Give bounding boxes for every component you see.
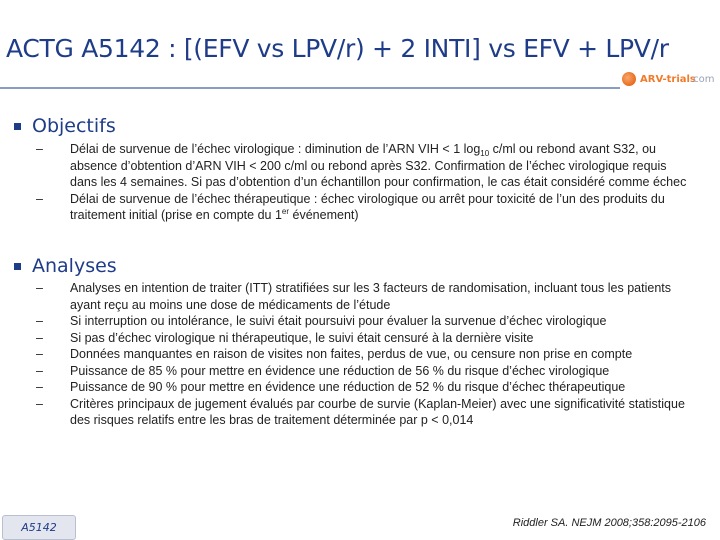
objectifs-list	[34, 141, 694, 224]
dash-bullet: –	[36, 191, 43, 206]
section-heading-objectifs	[14, 115, 116, 137]
list-item-text: Critères principaux de jugement évalués par courbe de survie (Kaplan-Meier) avec une significativité statistique des risques relatifs entre les bras de traitement déterminée par p < 0,014	[70, 396, 685, 427]
list-item	[34, 141, 694, 191]
logo-domain: .com	[690, 74, 715, 85]
dash-bullet: –	[36, 347, 43, 361]
list-item-text: Puissance de 90 % pour mettre en évidence une réduction de 52 % du risque d’échec thérapeutique	[70, 380, 626, 394]
list-item-text: Délai de survenue de l’échec virologique : diminution de l’ARN VIH < 1 $\log_{10} c/ml$ ou rebond avant S32, ou absence d’obtention d’ARN VIH < 200 c/ml ou rebond après S32. Confirmation de l’échec virologique requis dans les 4 semaines. Si pas d’obtention d’un échantillon pour confirmation, le cas était considéré comme échec	[70, 142, 687, 189]
dash-bullet: –	[36, 142, 43, 156]
arv-trials-logo	[622, 70, 718, 90]
list-item	[34, 346, 694, 363]
logo-circle-icon	[622, 72, 636, 86]
reference-citation: Riddler SA. NEJM 2008;358:2095-2106	[512, 517, 706, 529]
list-item-text: Si pas d’échec virologique ni thérapeutique, le suivi était censuré à la dernière visite	[70, 330, 534, 345]
dash-bullet: –	[36, 380, 43, 394]
analyses-list	[34, 280, 694, 429]
logo-brand: ARV-trials	[640, 74, 696, 85]
list-item	[34, 191, 694, 224]
title-divider	[0, 87, 620, 89]
list-item	[34, 280, 694, 313]
dash-bullet: –	[36, 396, 43, 411]
list-item	[34, 363, 694, 380]
square-bullet-icon	[14, 123, 21, 130]
list-item-text: Puissance de 85 % pour mettre en évidence une réduction de 56 % du risque d’échec virologique	[70, 363, 610, 378]
dash-bullet: –	[36, 281, 43, 295]
list-item	[34, 330, 694, 347]
list-item-text: Si interruption ou intolérance, le suivi était poursuivi pour évaluer la survenue d’échec virologique	[70, 314, 607, 328]
section-heading-label: Analyses	[32, 255, 117, 277]
list-item-text: Délai de survenue de l’échec thérapeutique : échec virologique ou arrêt pour toxicité de l’un des produits du traitement initial (prise en compte du 1er événement)	[70, 191, 665, 222]
list-item-text: Données manquantes en raison de visites non faites, perdus de vue, ou censure non prise en compte	[70, 347, 633, 361]
square-bullet-icon	[14, 263, 21, 270]
list-item-text: Analyses en intention de traiter (ITT) stratifiées sur les 3 facteurs de randomisation, incluant tous les patients ayant reçu au moins une dose de médicaments de l’étude	[70, 281, 671, 312]
list-item	[34, 396, 694, 429]
section-heading-label: Objectifs	[32, 115, 116, 137]
dash-bullet: –	[36, 330, 43, 345]
section-heading-analyses	[14, 255, 117, 277]
study-badge: A5142	[2, 515, 76, 540]
dash-bullet: –	[36, 314, 43, 328]
list-item	[34, 379, 694, 396]
dash-bullet: –	[36, 363, 43, 378]
list-item	[34, 313, 694, 330]
slide-title: ACTG A5142 : [(EFV vs LPV/r) + 2 INTI] vs EFV + LPV/r	[6, 34, 669, 63]
